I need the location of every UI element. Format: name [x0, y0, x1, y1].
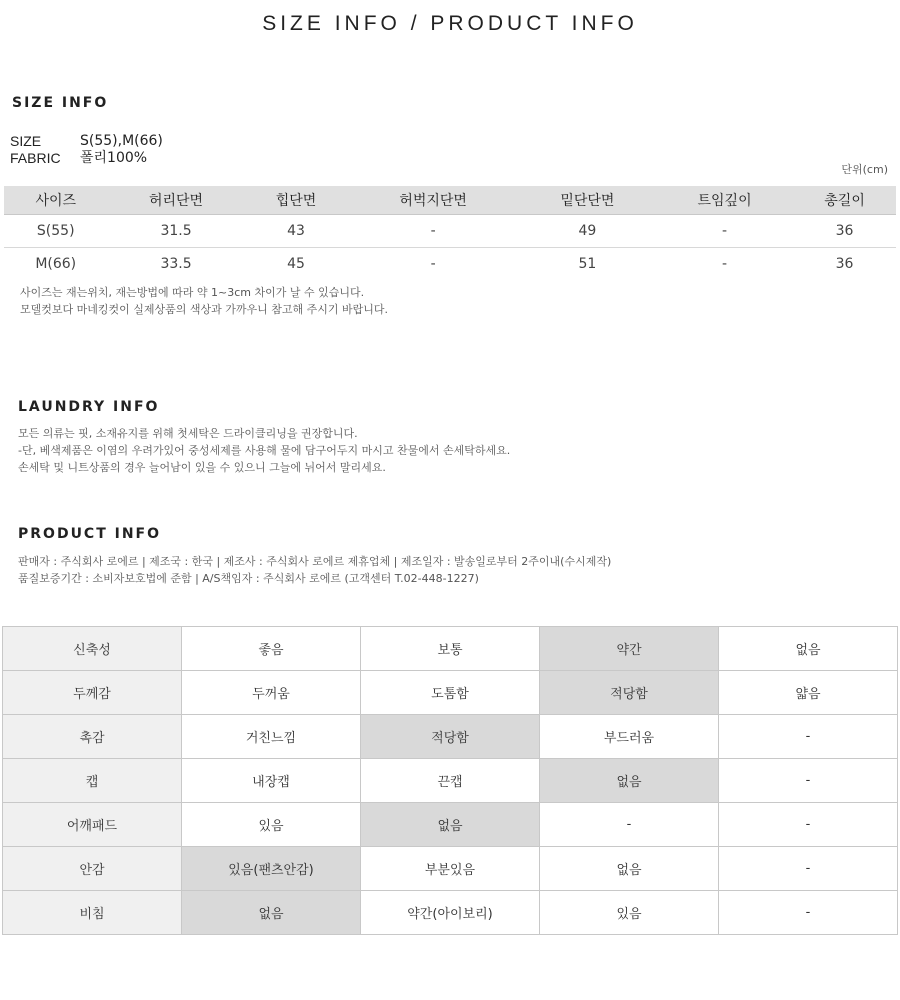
- attribute-option-selected: 약간: [540, 627, 719, 671]
- attribute-name: 어깨패드: [3, 803, 182, 847]
- attribute-option-selected: 없음: [361, 803, 540, 847]
- table-cell: -: [656, 215, 793, 248]
- attribute-table: [2, 626, 898, 935]
- attribute-option: 얇음: [719, 671, 898, 715]
- table-cell: 43: [245, 215, 348, 248]
- attribute-option: -: [719, 803, 898, 847]
- column-header: 힙단면: [245, 186, 348, 215]
- attribute-name: 캡: [3, 759, 182, 803]
- attribute-row: [3, 803, 898, 847]
- attribute-option: 있음: [540, 891, 719, 935]
- attribute-option: 보통: [361, 627, 540, 671]
- attribute-option: 부분있음: [361, 847, 540, 891]
- spec-summary: [10, 133, 163, 167]
- table-cell: S(55): [4, 215, 107, 248]
- attribute-option-selected: 있음(팬츠안감): [182, 847, 361, 891]
- size-spec-row: [10, 133, 163, 150]
- laundry-line: 모든 의류는 핏, 소재유지를 위해 첫세탁은 드라이클리닝을 권장합니다.: [18, 427, 358, 440]
- attribute-name: 신축성: [3, 627, 182, 671]
- unit-label: 단위(cm): [841, 163, 888, 176]
- fabric-spec-row: [10, 150, 163, 167]
- attribute-option: -: [719, 891, 898, 935]
- laundry-line: 손세탁 및 니트상품의 경우 늘어남이 있을 수 있으니 그늘에 뉘어서 말리세요.: [18, 461, 386, 474]
- product-info-heading: PRODUCT INFO: [18, 526, 162, 542]
- attribute-option: 없음: [719, 627, 898, 671]
- size-info-heading: SIZE INFO: [12, 95, 109, 111]
- column-header: 밑단단면: [519, 186, 656, 215]
- attribute-option: -: [719, 759, 898, 803]
- size-table-header: [4, 186, 896, 215]
- attribute-name: 비침: [3, 891, 182, 935]
- attribute-option: -: [540, 803, 719, 847]
- column-header: 허리단면: [107, 186, 244, 215]
- attribute-option: -: [719, 847, 898, 891]
- note-line: 사이즈는 재는위치, 재는방법에 따라 약 1~3cm 차이가 날 수 있습니다.: [20, 286, 365, 299]
- size-value: S(55),M(66): [80, 133, 163, 149]
- attribute-row: [3, 759, 898, 803]
- fabric-value: 폴리100%: [80, 150, 148, 166]
- attribute-option: 부드러움: [540, 715, 719, 759]
- fabric-label: FABRIC: [10, 150, 61, 166]
- table-cell: 36: [793, 215, 896, 248]
- product-notes: [18, 553, 611, 587]
- attribute-option-selected: 없음: [540, 759, 719, 803]
- column-header: 총길이: [793, 186, 896, 215]
- size-table: [4, 186, 896, 280]
- attribute-option-selected: 적당함: [361, 715, 540, 759]
- attribute-option: 두꺼움: [182, 671, 361, 715]
- attribute-option: 내장캡: [182, 759, 361, 803]
- product-line: 품질보증기간 : 소비자보호법에 준함 | A/S책임자 : 주식회사 로에르 (고객센터 T.02-448-1227): [18, 572, 479, 585]
- attribute-row: [3, 627, 898, 671]
- attribute-name: 안감: [3, 847, 182, 891]
- size-label: SIZE: [10, 133, 42, 149]
- attribute-option-selected: 적당함: [540, 671, 719, 715]
- attribute-name: 촉감: [3, 715, 182, 759]
- table-cell: 33.5: [160, 256, 192, 272]
- table-cell: 45: [287, 256, 305, 272]
- attribute-option-selected: 없음: [182, 891, 361, 935]
- attribute-option: 없음: [540, 847, 719, 891]
- note-line: 모델컷보다 마네킹컷이 실제상품의 색상과 가까우니 참고해 주시기 바랍니다.: [20, 303, 389, 316]
- table-cell: -: [430, 256, 436, 272]
- attribute-row: [3, 891, 898, 935]
- laundry-notes: [18, 425, 510, 476]
- column-header: 트임깊이: [656, 186, 793, 215]
- attribute-option: 거친느낌: [182, 715, 361, 759]
- column-header: 사이즈: [4, 186, 107, 215]
- laundry-line: -단, 베색제품은 이염의 우려가있어 중성세제를 사용해 물에 담구어두지 마시고 찬물에서 손세탁하세요.: [18, 444, 511, 457]
- column-header: 허벅지단면: [347, 186, 518, 215]
- table-cell: 31.5: [107, 215, 244, 248]
- attribute-row: [3, 715, 898, 759]
- attribute-option: 좋음: [182, 627, 361, 671]
- table-cell: 36: [835, 256, 854, 272]
- attribute-option: 있음: [182, 803, 361, 847]
- table-cell: M(66): [35, 256, 77, 272]
- table-row: [4, 248, 896, 281]
- table-cell: -: [347, 215, 518, 248]
- attribute-row: [3, 847, 898, 891]
- page-title: SIZE INFO / PRODUCT INFO: [262, 12, 638, 35]
- table-cell: 49: [519, 215, 656, 248]
- attribute-option: 도톰함: [361, 671, 540, 715]
- size-notes: [20, 284, 388, 318]
- laundry-info-heading: LAUNDRY INFO: [18, 399, 160, 415]
- attribute-option: 끈캡: [361, 759, 540, 803]
- attribute-option: -: [719, 715, 898, 759]
- attribute-name: 두께감: [3, 671, 182, 715]
- table-cell: 51: [578, 256, 597, 272]
- table-cell: -: [722, 256, 728, 272]
- attribute-option: 약간(아이보리): [361, 891, 540, 935]
- product-line: 판매자 : 주식회사 로에르 | 제조국 : 한국 | 제조사 : 주식회사 로에르 제휴업체 | 제조일자 : 발송일로부터 2주이내(수시제작): [18, 555, 612, 568]
- attribute-row: [3, 671, 898, 715]
- table-row: [4, 215, 896, 248]
